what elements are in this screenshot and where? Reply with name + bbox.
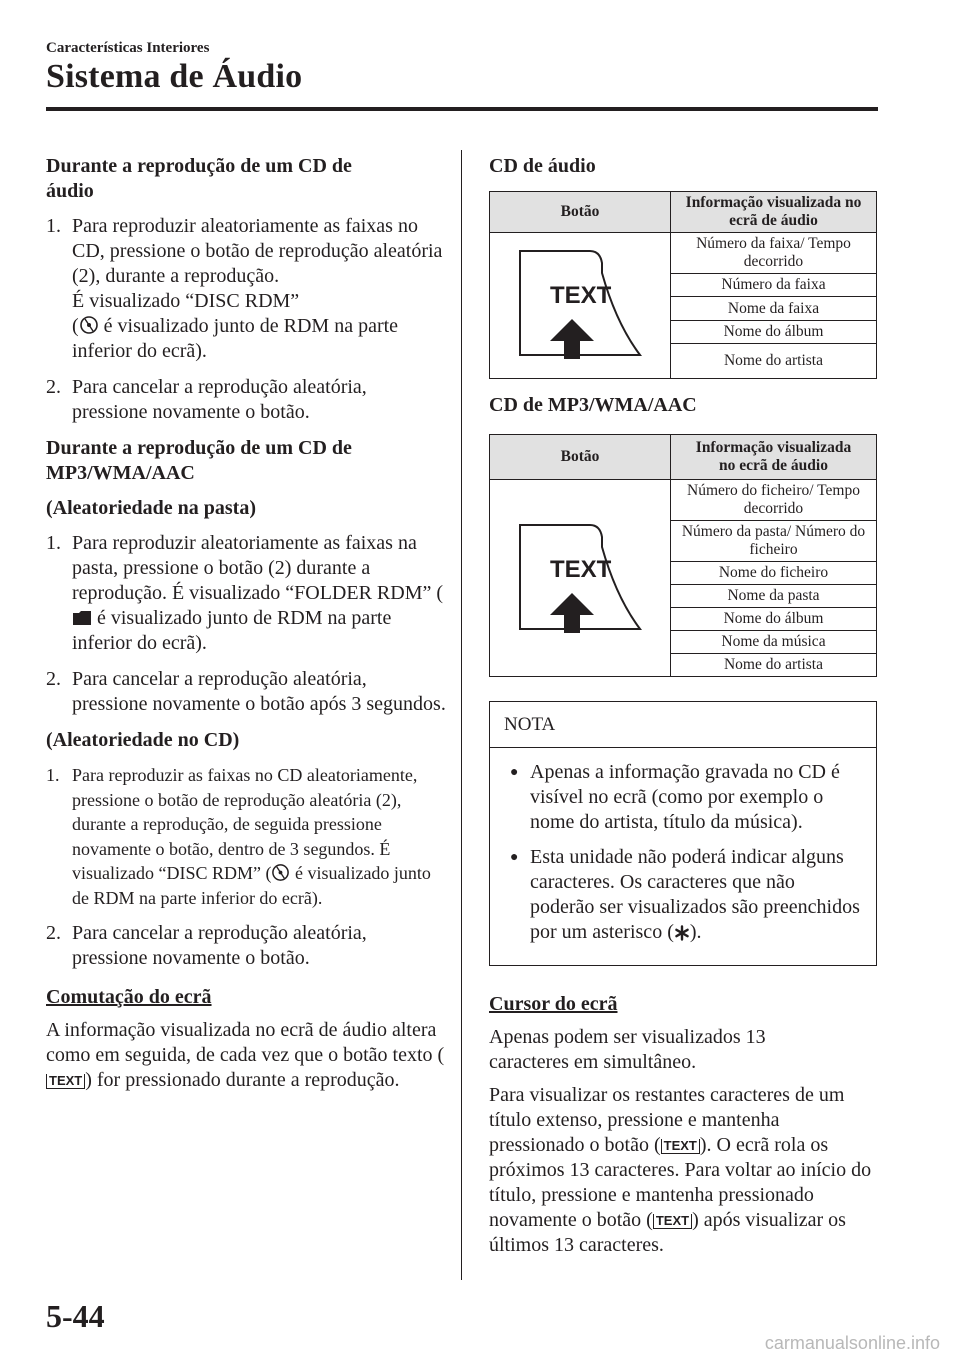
header-divider bbox=[46, 107, 878, 111]
left-column bbox=[46, 154, 446, 1101]
cd-audio-table bbox=[489, 191, 877, 379]
note-bullet: ● Esta unidade não poderá indicar alguns caracteres. Os caracteres que não poderão ser visualizados são preenchidos por um asterisco ( ). bbox=[510, 846, 860, 943]
display-cursor-text-2: Para visualizar os restantes caracteres de um título extenso, pressione e mantenha pressionado o botão ( TEXT ). O ecrã rola os próximos 13 caracteres. Para voltar ao início do título, pressione e mantenha pressionado novamente o botão ( TEXT ) após visualizar os últimos 13 caracteres. bbox=[489, 1084, 872, 1256]
table-row: Nome da faixa bbox=[671, 297, 877, 320]
asterisk-icon bbox=[674, 925, 690, 941]
cd-step-1: 1. Para reproduzir aleatoriamente as faixas no CD, pressione o botão de reprodução aleatória (2), durante a reprodução. É visualizado “DISC RDM” ( é visualizado junto de RDM na parte inferior do ecrã). bbox=[46, 215, 443, 362]
cd-audio-random-heading: Durante a reprodução de um CD de áudio bbox=[46, 155, 352, 202]
text-button-illustration bbox=[490, 480, 671, 677]
table-row: Nome da pasta bbox=[671, 585, 877, 608]
table-row: Nome do artista bbox=[671, 654, 877, 677]
folder-icon bbox=[72, 609, 92, 627]
display-switch-text: A informação visualizada no ecrã de áudio altera como em seguida, de cada vez que o botão texto (TEXT ) for pressionado durante a reprodução. bbox=[46, 1019, 445, 1091]
display-cursor-title: Cursor do ecrã bbox=[489, 993, 618, 1015]
watermark: carmanualsonline.info bbox=[764, 1333, 940, 1353]
table-header-info: Informação visualizada no ecrã de áudio bbox=[671, 192, 877, 233]
bullet-icon: ● bbox=[510, 765, 519, 780]
note-box bbox=[489, 701, 877, 966]
cdrandom-step-2: 2. Para cancelar a reprodução aleatória, pressione novamente o botão. bbox=[46, 922, 367, 969]
table-row: Número da pasta/ Número do ficheiro bbox=[671, 521, 877, 562]
text-button-illustration bbox=[490, 233, 671, 379]
section-label: Características Interiores bbox=[46, 40, 210, 56]
display-cursor-text-1: Apenas podem ser visualizados 13 caracteres em simultâneo. bbox=[489, 1026, 766, 1073]
note-title: NOTA bbox=[490, 702, 876, 748]
text-button-icon: TEXT bbox=[653, 1214, 692, 1229]
folder-step-2: 2. Para cancelar a reprodução aleatória, pressione novamente o botão após 3 segundos. bbox=[46, 668, 446, 715]
table-header-button: Botão bbox=[490, 435, 671, 480]
table-row: Nome do álbum bbox=[671, 320, 877, 343]
table-header-info: Informação visualizada no ecrã de áudio bbox=[671, 435, 877, 480]
disc-random-icon bbox=[271, 863, 290, 882]
table-row: Número da faixa/ Tempo decorrido bbox=[671, 233, 877, 274]
cd-step-2: 2. Para cancelar a reprodução aleatória, pressione novamente o botão. bbox=[46, 376, 367, 423]
folder-step-1: 1. Para reproduzir aleatoriamente as faixas na pasta, pressione o botão (2) durante a reprodução. É visualizado “FOLDER RDM” ( é visualizado junto de RDM na parte inferior do ecrã). bbox=[46, 532, 444, 654]
table-row: Nome da música bbox=[671, 631, 877, 654]
right-column bbox=[489, 154, 877, 1266]
table-row: Número do ficheiro/ Tempo decorrido bbox=[671, 480, 877, 521]
cdrandom-step-1: 1. Para reproduzir as faixas no CD aleatoriamente, pressione o botão de reprodução aleatória (2), durante a reprodução, de seguida pressione novamente o botão, dentro de 3 segundos. É visualizado “DISC RDM” ( é visualizado junto de RDM na parte inferior do ecrã). bbox=[46, 765, 431, 908]
note-body bbox=[490, 748, 876, 965]
table-row: Nome do artista bbox=[671, 343, 877, 378]
text-button-label: TEXT bbox=[550, 282, 612, 309]
disc-random-icon bbox=[79, 315, 99, 335]
text-button-icon bbox=[490, 501, 670, 651]
mp3-heading: CD de MP3/WMA/AAC bbox=[489, 394, 697, 416]
note-bullet: ● Apenas a informação gravada no CD é visível no ecrã (como por exemplo o nome do artista, título da música). bbox=[510, 761, 840, 833]
text-button-icon: TEXT bbox=[661, 1139, 700, 1154]
folder-random-heading: (Aleatoriedade na pasta) bbox=[46, 497, 256, 519]
text-button-label: TEXT bbox=[550, 555, 612, 583]
table-header-button: Botão bbox=[490, 192, 671, 233]
table-row: Número da faixa bbox=[671, 274, 877, 297]
column-divider bbox=[461, 150, 462, 1280]
mp3-random-heading: Durante a reprodução de um CD de MP3/WMA/AAC bbox=[46, 437, 352, 484]
page-title: Sistema de Áudio bbox=[46, 58, 303, 95]
mp3-table bbox=[489, 434, 877, 677]
bullet-icon: ● bbox=[510, 850, 519, 865]
table-row: Nome do álbum bbox=[671, 608, 877, 631]
table-row: Nome do ficheiro bbox=[671, 562, 877, 585]
display-switch-title: Comutação do ecrã bbox=[46, 986, 212, 1008]
cd-audio-heading: CD de áudio bbox=[489, 155, 596, 177]
text-button-icon bbox=[490, 233, 670, 373]
text-button-icon: TEXT bbox=[46, 1074, 85, 1089]
page-number: 5-44 bbox=[46, 1298, 105, 1334]
cd-random-heading: (Aleatoriedade no CD) bbox=[46, 729, 240, 751]
